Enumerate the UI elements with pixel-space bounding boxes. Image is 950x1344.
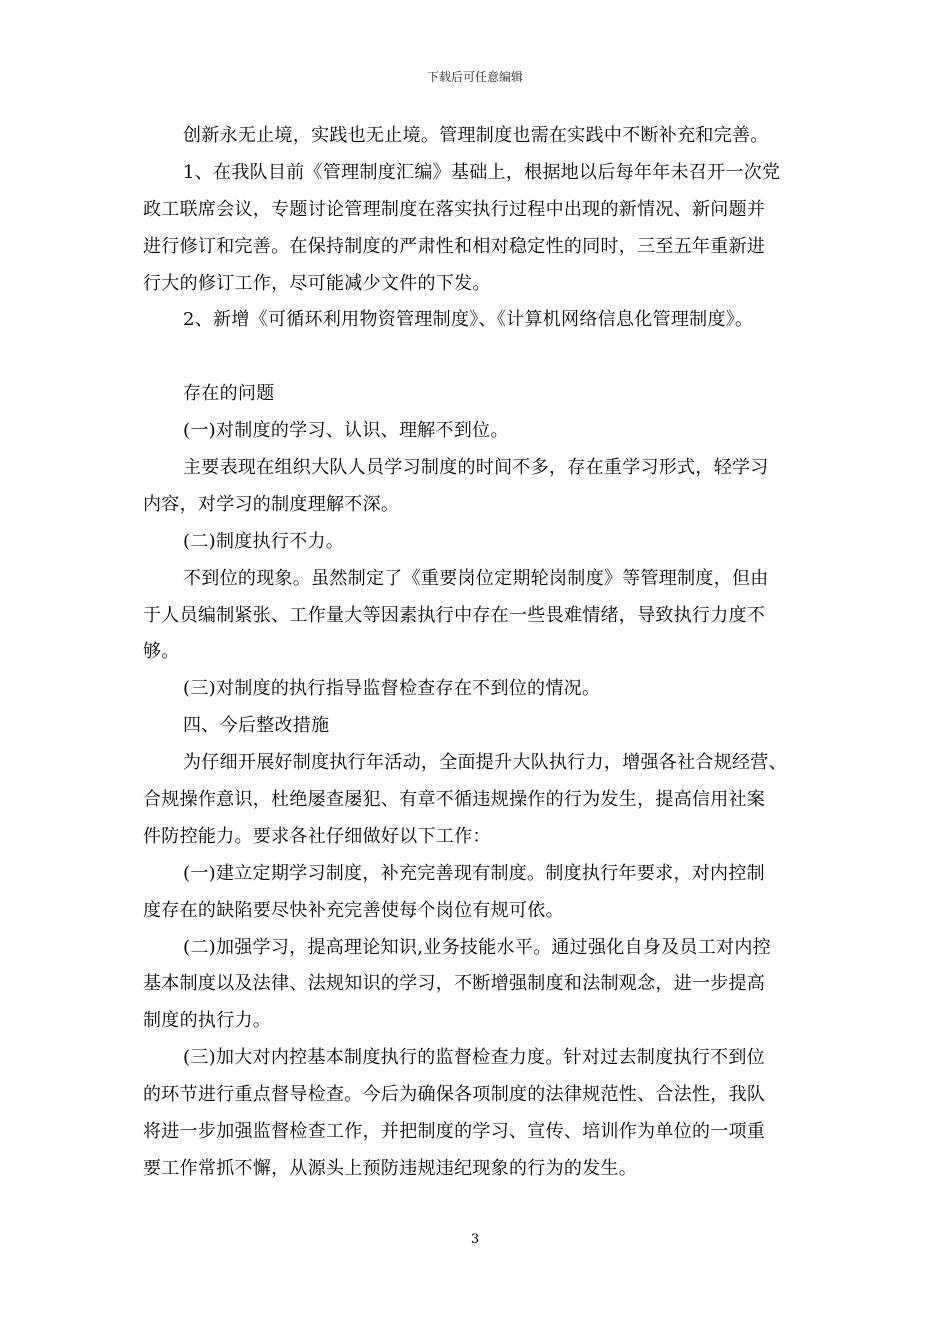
paragraph-line: 2、新增《可循环利用物资管理制度》、《计算机网络信息化管理制度》。 (183, 309, 754, 331)
paragraph-line: 1、在我队目前《管理制度汇编》基础上，根据地以后每年年未召开一次党 (183, 161, 781, 183)
section-heading: 四、今后整改措施 (183, 715, 330, 737)
paragraph-line: 件防控能力。要求各社仔细做好以下工作： (143, 825, 491, 847)
paragraph-line: 够。 (143, 641, 180, 663)
paragraph-line: 的环节进行重点督导检查。今后为确保各项制度的法律规范性、合法性，我队 (143, 1084, 766, 1106)
paragraph-line: 将进一步加强监督检查工作，并把制度的学习、宣传、培训作为单位的一项重 (143, 1121, 766, 1143)
document-body (143, 118, 809, 1188)
paragraph-line: (一)建立定期学习制度，补充完善现有制度。制度执行年要求，对内控制 (183, 862, 765, 884)
paragraph-line: 为仔细开展好制度执行年活动，全面提升大队执行力，增强各社合规经营、 (183, 752, 787, 774)
paragraph-line: 度存在的缺陷要尽快补充完善使每个岗位有规可依。 (143, 899, 564, 921)
subsection-heading: (一)对制度的学习、认识、理解不到位。 (183, 420, 509, 442)
paragraph-line: 制度的执行力。 (143, 1010, 272, 1032)
paragraph-line: 行大的修订工作，尽可能减少文件的下发。 (143, 272, 491, 294)
page-header: 下载后可任意编辑 (426, 70, 523, 84)
paragraph-line: 主要表现在组织大队人员学习制度的时间不多，存在重学习形式，轻学习 (183, 457, 769, 479)
paragraph-line: 进行修订和完善。在保持制度的严肃性和相对稳定性的同时，三至五年重新进 (143, 235, 766, 257)
paragraph-line: (二)加强学习，提高理论知识,业务技能水平。通过强化自身及员工对内控 (183, 936, 771, 958)
paragraph-line: 于人员编制紧张、工作量大等因素执行中存在一些畏难情绪，导致执行力度不 (143, 604, 766, 626)
paragraph-line: 内容，对学习的制度理解不深。 (143, 493, 400, 515)
section-heading: 存在的问题 (183, 383, 275, 405)
paragraph-line: 基本制度以及法律、法规知识的学习，不断增强制度和法制观念，进一步提高 (143, 973, 766, 995)
subsection-heading: (二)制度执行不力。 (183, 530, 345, 552)
paragraph-line: 不到位的现象。虽然制定了《重要岗位定期轮岗制度》等管理制度，但由 (183, 567, 769, 589)
paragraph-line: (三)加大对内控基本制度执行的监督检查力度。针对过去制度执行不到位 (183, 1047, 765, 1069)
paragraph-gap (143, 339, 809, 376)
paragraph-line: 政工联席会议，专题讨论管理制度在落实执行过程中出现的新情况、新问题并 (143, 198, 766, 220)
paragraph-line: 合规操作意识，杜绝屡查屡犯、有章不循违规操作的行为发生，提高信用社案 (143, 789, 766, 811)
paragraph-line: 创新永无止境，实践也无止境。管理制度也需在实践中不断补充和完善。 (183, 125, 769, 146)
page-number: 3 (470, 1232, 480, 1247)
subsection-heading: (三)对制度的执行指导监督检查存在不到位的情况。 (183, 678, 601, 700)
paragraph-line: 要工作常抓不懈，从源头上预防违规违纪现象的行为的发生。 (143, 1157, 638, 1179)
